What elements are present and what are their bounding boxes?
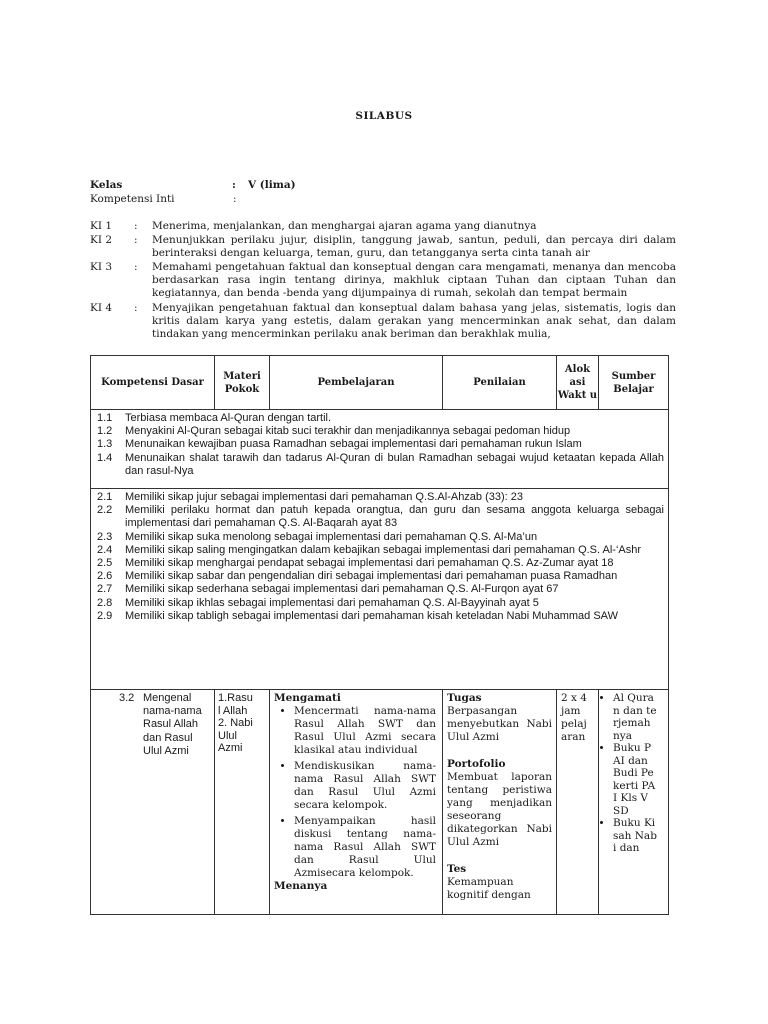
- kd-text: Memiliki sikap saling mengingatkan dalam kebajikan sebagai implementasi dari pemahaman Q.S. Al-‘Ashr: [125, 543, 642, 556]
- list-item: [97, 412, 664, 425]
- ki-4: [90, 302, 678, 344]
- kd-text: Memiliki sikap suka menolong sebagai implementasi dari pemahaman Q.S. Al-Ma’un: [125, 530, 538, 543]
- ki-separator: :: [134, 302, 138, 314]
- list-item: • Al Quran dan terjemahnya: [613, 692, 657, 742]
- ki-separator: :: [134, 220, 138, 232]
- header-pembelajaran: Pembelajaran: [270, 356, 443, 410]
- kelas-label: Kelas: [90, 179, 123, 191]
- kd-number: 2.5: [97, 557, 113, 570]
- list-item: [97, 570, 664, 583]
- list-item: • Menyampaikan hasil diskusi tentang nama-nama Rasul Allah SWT dan Rasul Ulul Azmisecara kelompok.: [294, 815, 436, 880]
- list-item: • Mendiskusikan nama-nama Rasul Allah SWT dan Rasul Ulul Azmi secara kelompok.: [294, 760, 436, 812]
- header-kompetensi-dasar: Kompetensi Dasar: [91, 356, 215, 410]
- ki-code: KI 1: [90, 220, 113, 232]
- kd-number: 2.2: [97, 504, 113, 517]
- tes-block: [447, 863, 552, 902]
- list-item: [97, 597, 664, 610]
- kd-text: Memiliki sikap sabar dan pengendalian diri sebagai implementasi dari pemahaman puasa Ramadhan: [125, 570, 618, 583]
- header-sumber-belajar: Sumber Belajar: [599, 356, 669, 410]
- ki-code: KI 4: [90, 302, 113, 314]
- kd2-row: [91, 489, 669, 690]
- tes-text: Kemampuan kognitif dengan: [447, 876, 531, 901]
- kompetensi-inti-row: [90, 193, 690, 207]
- list-item: [97, 583, 664, 596]
- alokasi-line: aran: [561, 731, 586, 743]
- kd-number: 1.3: [97, 438, 113, 451]
- kd3-content: [91, 690, 214, 760]
- materi-line: 1.Rasu: [218, 692, 253, 704]
- ki-separator: :: [134, 261, 138, 273]
- list-item: [97, 438, 664, 451]
- list-item: • Buku Kisah Nabi dan: [613, 817, 657, 855]
- kd-number: 2.3: [97, 530, 113, 543]
- kd1-list: [91, 410, 668, 482]
- list-item: [97, 425, 664, 438]
- kd-text: Memiliki sikap menghargai pendapat sebagai implementasi dari pemahaman Q.S. Az-Zumar ayat 18: [125, 557, 614, 570]
- kd-text: Memiliki sikap tabligh sebagai implementasi dari pemahaman kisah keteladan Nabi Muhammad SAW: [125, 609, 618, 622]
- table-header-row: [91, 356, 669, 410]
- list-item: • Buku PAI dan Budi Pekerti PAI Kls V SD: [613, 742, 657, 817]
- materi-cell: [215, 690, 270, 915]
- kelas-colon: :: [232, 179, 236, 191]
- kd2-cell: [91, 489, 669, 690]
- ki-text: Menunjukkan perilaku jujur, disiplin, tanggung jawab, santun, peduli, dan percaya diri dalam berinteraksi dengan keluarga, teman, guru, dan tetangganya serta cinta tanah air: [152, 234, 676, 259]
- list-item: [97, 491, 664, 504]
- header-materi-pokok: Materi Pokok: [215, 356, 270, 410]
- pembelajaran-list: [274, 705, 436, 880]
- kd-text: Memiliki sikap ikhlas sebagai implementasi dari pemahaman Q.S. Al-Bayyinah ayat 5: [125, 596, 539, 609]
- kd-text: Terbiasa membaca Al-Quran dengan tartil.: [125, 412, 332, 424]
- pembelajaran-content: [270, 690, 442, 895]
- page-title: SILABUS: [355, 110, 413, 122]
- tugas-label: Tugas: [447, 692, 482, 704]
- portofolio-label: Portofolio: [447, 758, 506, 770]
- alokasi-content: [557, 690, 598, 746]
- header-alokasi-waktu: Alok asi Wakt u: [557, 356, 599, 410]
- ki-text: Memahami pengetahuan faktual dan konseptual dengan cara mengamati, menanya dan mencoba berdasarkan rasa ingin tentang dirinya, makhluk ciptaan Tuhan dan ciptaan Tuhan dan kegiatannya, dan benda -benda yang dijumpainya di rumah, sekolah dan tempat bermain: [152, 261, 676, 299]
- materi-line: 2. Nabi: [218, 717, 253, 729]
- kd-number: 2.7: [97, 583, 113, 596]
- kd-number: 2.1: [97, 491, 113, 503]
- tes-label: Tes: [447, 863, 467, 875]
- ki-separator: :: [134, 234, 138, 246]
- alokasi-line: jam: [561, 705, 581, 717]
- list-item: [97, 544, 664, 557]
- kd-text: Menyakini Al-Quran sebagai kitab suci terakhir dan menjadikannya sebagai pedoman hidup: [125, 425, 571, 438]
- tugas-text: Berpasangan menyebutkan Nabi Ulul Azmi: [447, 705, 552, 743]
- penilaian-content: [443, 690, 556, 914]
- kd-text: Menunaikan shalat tarawih dan tadarus Al-Quran di bulan Ramadhan sebagai wujud ketaatan kepada Allah dan rasul-Nya: [125, 451, 664, 477]
- materi-content: [215, 690, 269, 757]
- list-item: [97, 452, 664, 478]
- kd-number: 2.4: [97, 543, 113, 556]
- kd-number: 1.2: [97, 425, 113, 438]
- kd-number: 2.6: [97, 570, 113, 583]
- kd-number: 1.1: [97, 412, 113, 424]
- alokasi-line: 2 x 4: [561, 692, 587, 704]
- materi-line: Ulul: [218, 729, 237, 742]
- ki-1: [90, 220, 678, 234]
- menanya-heading: Menanya: [274, 880, 328, 892]
- kd1-cell: [91, 410, 669, 489]
- ki-3: [90, 261, 678, 303]
- sumber-content: [599, 690, 668, 857]
- list-item: [97, 531, 664, 544]
- kd-text: Memiliki perilaku hormat dan patuh kepada orangtua, dan guru dan sesama anggota keluarga sebagai implementasi dari pemahaman Q.S. Al-Baqarah ayat 83: [125, 504, 664, 530]
- list-item: [97, 610, 664, 623]
- portofolio-block: [447, 758, 552, 849]
- list-item: [97, 504, 664, 530]
- kd1-row: [91, 410, 669, 489]
- kd-number: 3.2: [119, 692, 135, 704]
- kelas-row: [90, 179, 690, 193]
- kelas-value: V (lima): [248, 179, 296, 191]
- alokasi-line: pelaj: [561, 718, 587, 730]
- kd-text: Menunaikan kewajiban puasa Ramadhan sebagai implementasi dari pemahaman rukun Islam: [125, 438, 582, 451]
- sumber-list: [601, 692, 657, 855]
- materi-line: Azmi: [218, 742, 243, 754]
- kd-text: Mengenal nama-nama Rasul Allah dan Rasul Ulul Azmi: [143, 692, 202, 757]
- list-item: • Mencermati nama-nama Rasul Allah SWT dan Rasul Ulul Azmi secara klasikal atau individual: [294, 705, 436, 757]
- kompetensi-inti-label: Kompetensi Inti: [90, 193, 175, 205]
- kd-text: Memiliki sikap jujur sebagai implementasi dari pemahaman Q.S.Al-Ahzab (33): 23: [125, 491, 524, 503]
- alokasi-cell: [557, 690, 599, 915]
- kompetensi-inti-colon: :: [233, 193, 237, 205]
- penilaian-cell: [443, 690, 557, 915]
- ki-text: Menerima, menjalankan, dan menghargai ajaran agama yang dianutnya: [152, 220, 537, 232]
- kd3-row: [91, 690, 669, 915]
- kd-number: 1.4: [97, 451, 113, 464]
- mengamati-heading: Mengamati: [274, 692, 341, 704]
- kd2-list: [91, 489, 668, 627]
- materi-line: l Allah: [218, 704, 248, 717]
- kd3-cell: [91, 690, 215, 915]
- ki-code: KI 3: [90, 261, 113, 273]
- kd-number: 2.8: [97, 596, 113, 609]
- sumber-cell: [599, 690, 669, 915]
- kd-text: Memiliki sikap sederhana sebagai implementasi dari pemahaman Q.S. Al-Furqon ayat 67: [125, 583, 559, 596]
- ki-2: [90, 234, 678, 262]
- ki-text: Menyajikan pengetahuan faktual dan konseptual dalam bahasa yang jelas, sistematis, logis dan kritis dalam karya yang estetis, dalam gerakan yang mencerminkan anak sehat, dan dalam tindakan yang mencerminkan perilaku anak beriman dan berakhlak mulia,: [152, 302, 676, 340]
- kd-number: 2.9: [97, 609, 113, 622]
- pembelajaran-cell: [270, 690, 443, 915]
- header-penilaian: Penilaian: [443, 356, 557, 410]
- tugas-block: [447, 692, 552, 744]
- list-item: [97, 557, 664, 570]
- ki-code: KI 2: [90, 234, 113, 246]
- syllabus-table: [90, 355, 669, 915]
- portofolio-text: Membuat laporan tentang peristiwa yang menjadikan seseorang dikategorkan Nabi Ulul Azmi: [447, 771, 552, 848]
